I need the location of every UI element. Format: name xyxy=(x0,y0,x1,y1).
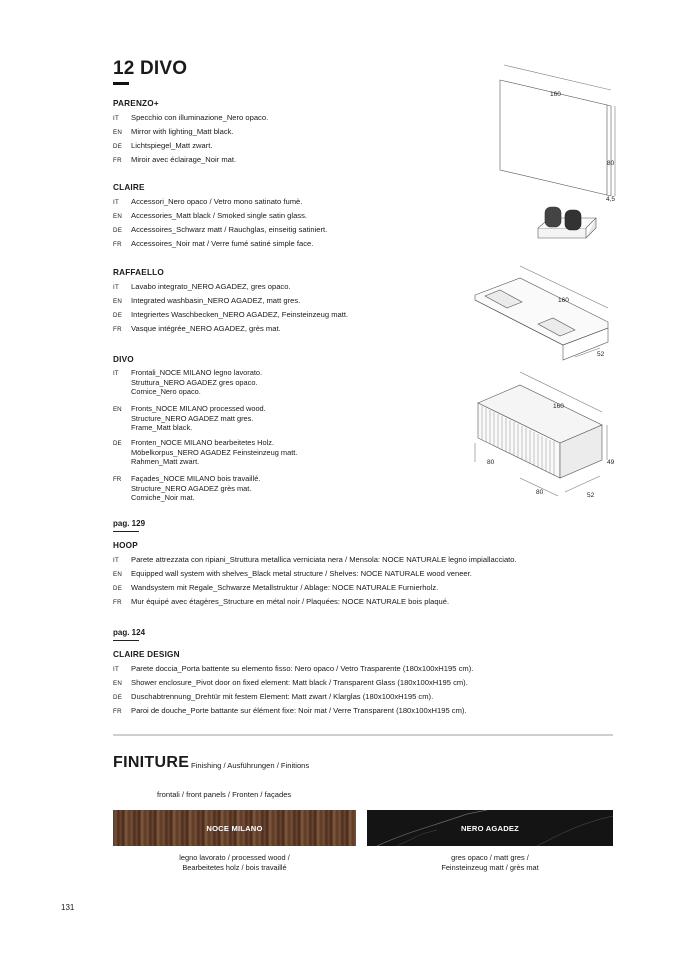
pag-underline xyxy=(113,640,139,641)
dim-cabinet-width: 160 xyxy=(553,403,564,410)
pag-underline xyxy=(113,531,139,532)
cabinet-drawing xyxy=(475,372,607,496)
swatch-caption-noce-milano: legno lavorato / processed wood / Bearbeitetes holz / bois travaillé xyxy=(179,853,290,872)
section-heading-parenzo: PARENZO+ xyxy=(113,99,159,108)
swatch-label: NERO AGADEZ xyxy=(460,824,520,833)
basin-drawing xyxy=(475,266,608,360)
dim-mirror-width: 160 xyxy=(550,91,561,98)
dim-cabinet-depth: 52 xyxy=(587,492,595,499)
dim-cabinet-bottom-width: 80 xyxy=(536,489,544,496)
dim-cabinet-left-width: 80 xyxy=(487,459,495,466)
finiture-heading: FINITURE xyxy=(113,754,190,771)
parenzo-description: IT Specchio con illuminazione_Nero opaco. EN Mirror with lighting_Matt black. DE Lichtspiegel_Matt zwart. FR Miroir avec éclairage_Noir mat. xyxy=(113,113,269,164)
dim-mirror-height: 80 xyxy=(607,160,615,167)
section-separator xyxy=(113,734,613,736)
finiture-subtitle: Finishing / Ausführungen / Finitions xyxy=(191,761,310,770)
hoop-description: IT Parete attrezzata con ripiani_Struttura metallica verniciata nera / Mensola: NOCE NATURALE legno impiallacciato. EN Equipped wall system with shelves_Black metal structure / Shelves: NOCE NATURALE wood veneer. DE Wandsystem mit Regale_Schwarze Metallstruktur / Ablage: NOCE NATURALE Furnierholz. FR Mur équipé avec étagères_Structure en métal noir / Plaquées: NOCE NATURALE bois plaqué. xyxy=(113,555,517,606)
section-heading-hoop: HOOP xyxy=(113,541,138,550)
divo-description: IT Frontali_NOCE MILANO legno lavorato. Struttura_NERO AGADEZ gres opaco. Cornice_Nero opaco. EN Fronts_NOCE MILANO processed wood. Structure_NERO AGADEZ matt gres. Frame_Matt black. DE Fronten_NOCE MILANO bearbeitetes Holz. Möbelkorpus_NERO AGADEZ Feinsteinzeug matt. Rahmen_Matt zwart. FR Façades_NOCE MILANO bois travaillé. Structure_NERO AGADEZ grès mat. Corniche_Noir mat. xyxy=(113,368,298,503)
dim-basin-width: 160 xyxy=(558,297,569,304)
page-reference-hoop: pag. 129 xyxy=(113,519,146,528)
swatch-noce-milano xyxy=(113,810,356,846)
title-underline xyxy=(113,82,129,85)
accessories-drawing xyxy=(538,207,596,238)
page-reference-claire-design: pag. 124 xyxy=(113,628,146,637)
dim-basin-depth: 52 xyxy=(597,351,605,358)
page-title: 12 DIVO xyxy=(113,58,188,79)
raffaello-description: IT Lavabo integrato_NERO AGADEZ, gres opaco. EN Integrated washbasin_NERO AGADEZ, matt gres. DE Integriertes Waschbecken_NERO AGADEZ, Feinsteinzeug matt. FR Vasque intégrée_NERO AGADEZ, grès mat. xyxy=(113,282,349,333)
dim-mirror-depth: 4,5 xyxy=(606,196,616,203)
mirror-drawing xyxy=(500,65,615,196)
section-heading-divo: DIVO xyxy=(113,355,134,364)
dim-cabinet-height: 49 xyxy=(607,459,615,466)
claire-design-description: IT Parete doccia_Porta battente su elemento fisso: Nero opaco / Vetro Trasparente (180x100xH195 cm). EN Shower enclosure_Pivot door on fixed element: Matt black / Transparent Glass (180x100xH195 cm). DE Duschabtrennung_Drehtür mit festem Element: Matt zwart / Klarglas (180x100xH195 cm). FR Paroi de douche_Porte battante sur élément fixe: Noir mat / Verre Transparent (180x100xH195 cm). xyxy=(113,664,474,715)
section-heading-raffaello: RAFFAELLO xyxy=(113,268,164,277)
claire-description: IT Accessori_Nero opaco / Vetro mono satinato fumè. EN Accessories_Matt black / Smoked single satin glass. DE Accessoires_Schwarz matt / Rauchglas, einseitig satiniert. FR Accessoires_Noir mat / Verre fumé satiné simple face. xyxy=(113,197,328,248)
section-heading-claire: CLAIRE xyxy=(113,183,145,192)
page-number: 131 xyxy=(61,903,75,912)
section-heading-claire-design: CLAIRE DESIGN xyxy=(113,650,180,659)
front-panels-label: frontali / front panels / Fronten / façades xyxy=(157,790,292,799)
technical-drawings xyxy=(460,60,630,510)
swatch-nero-agadez xyxy=(367,810,613,846)
swatch-label: NOCE MILANO xyxy=(206,824,263,833)
swatch-caption-nero-agadez: gres opaco / matt gres / Feinsteinzeug matt / grès mat xyxy=(441,853,539,872)
